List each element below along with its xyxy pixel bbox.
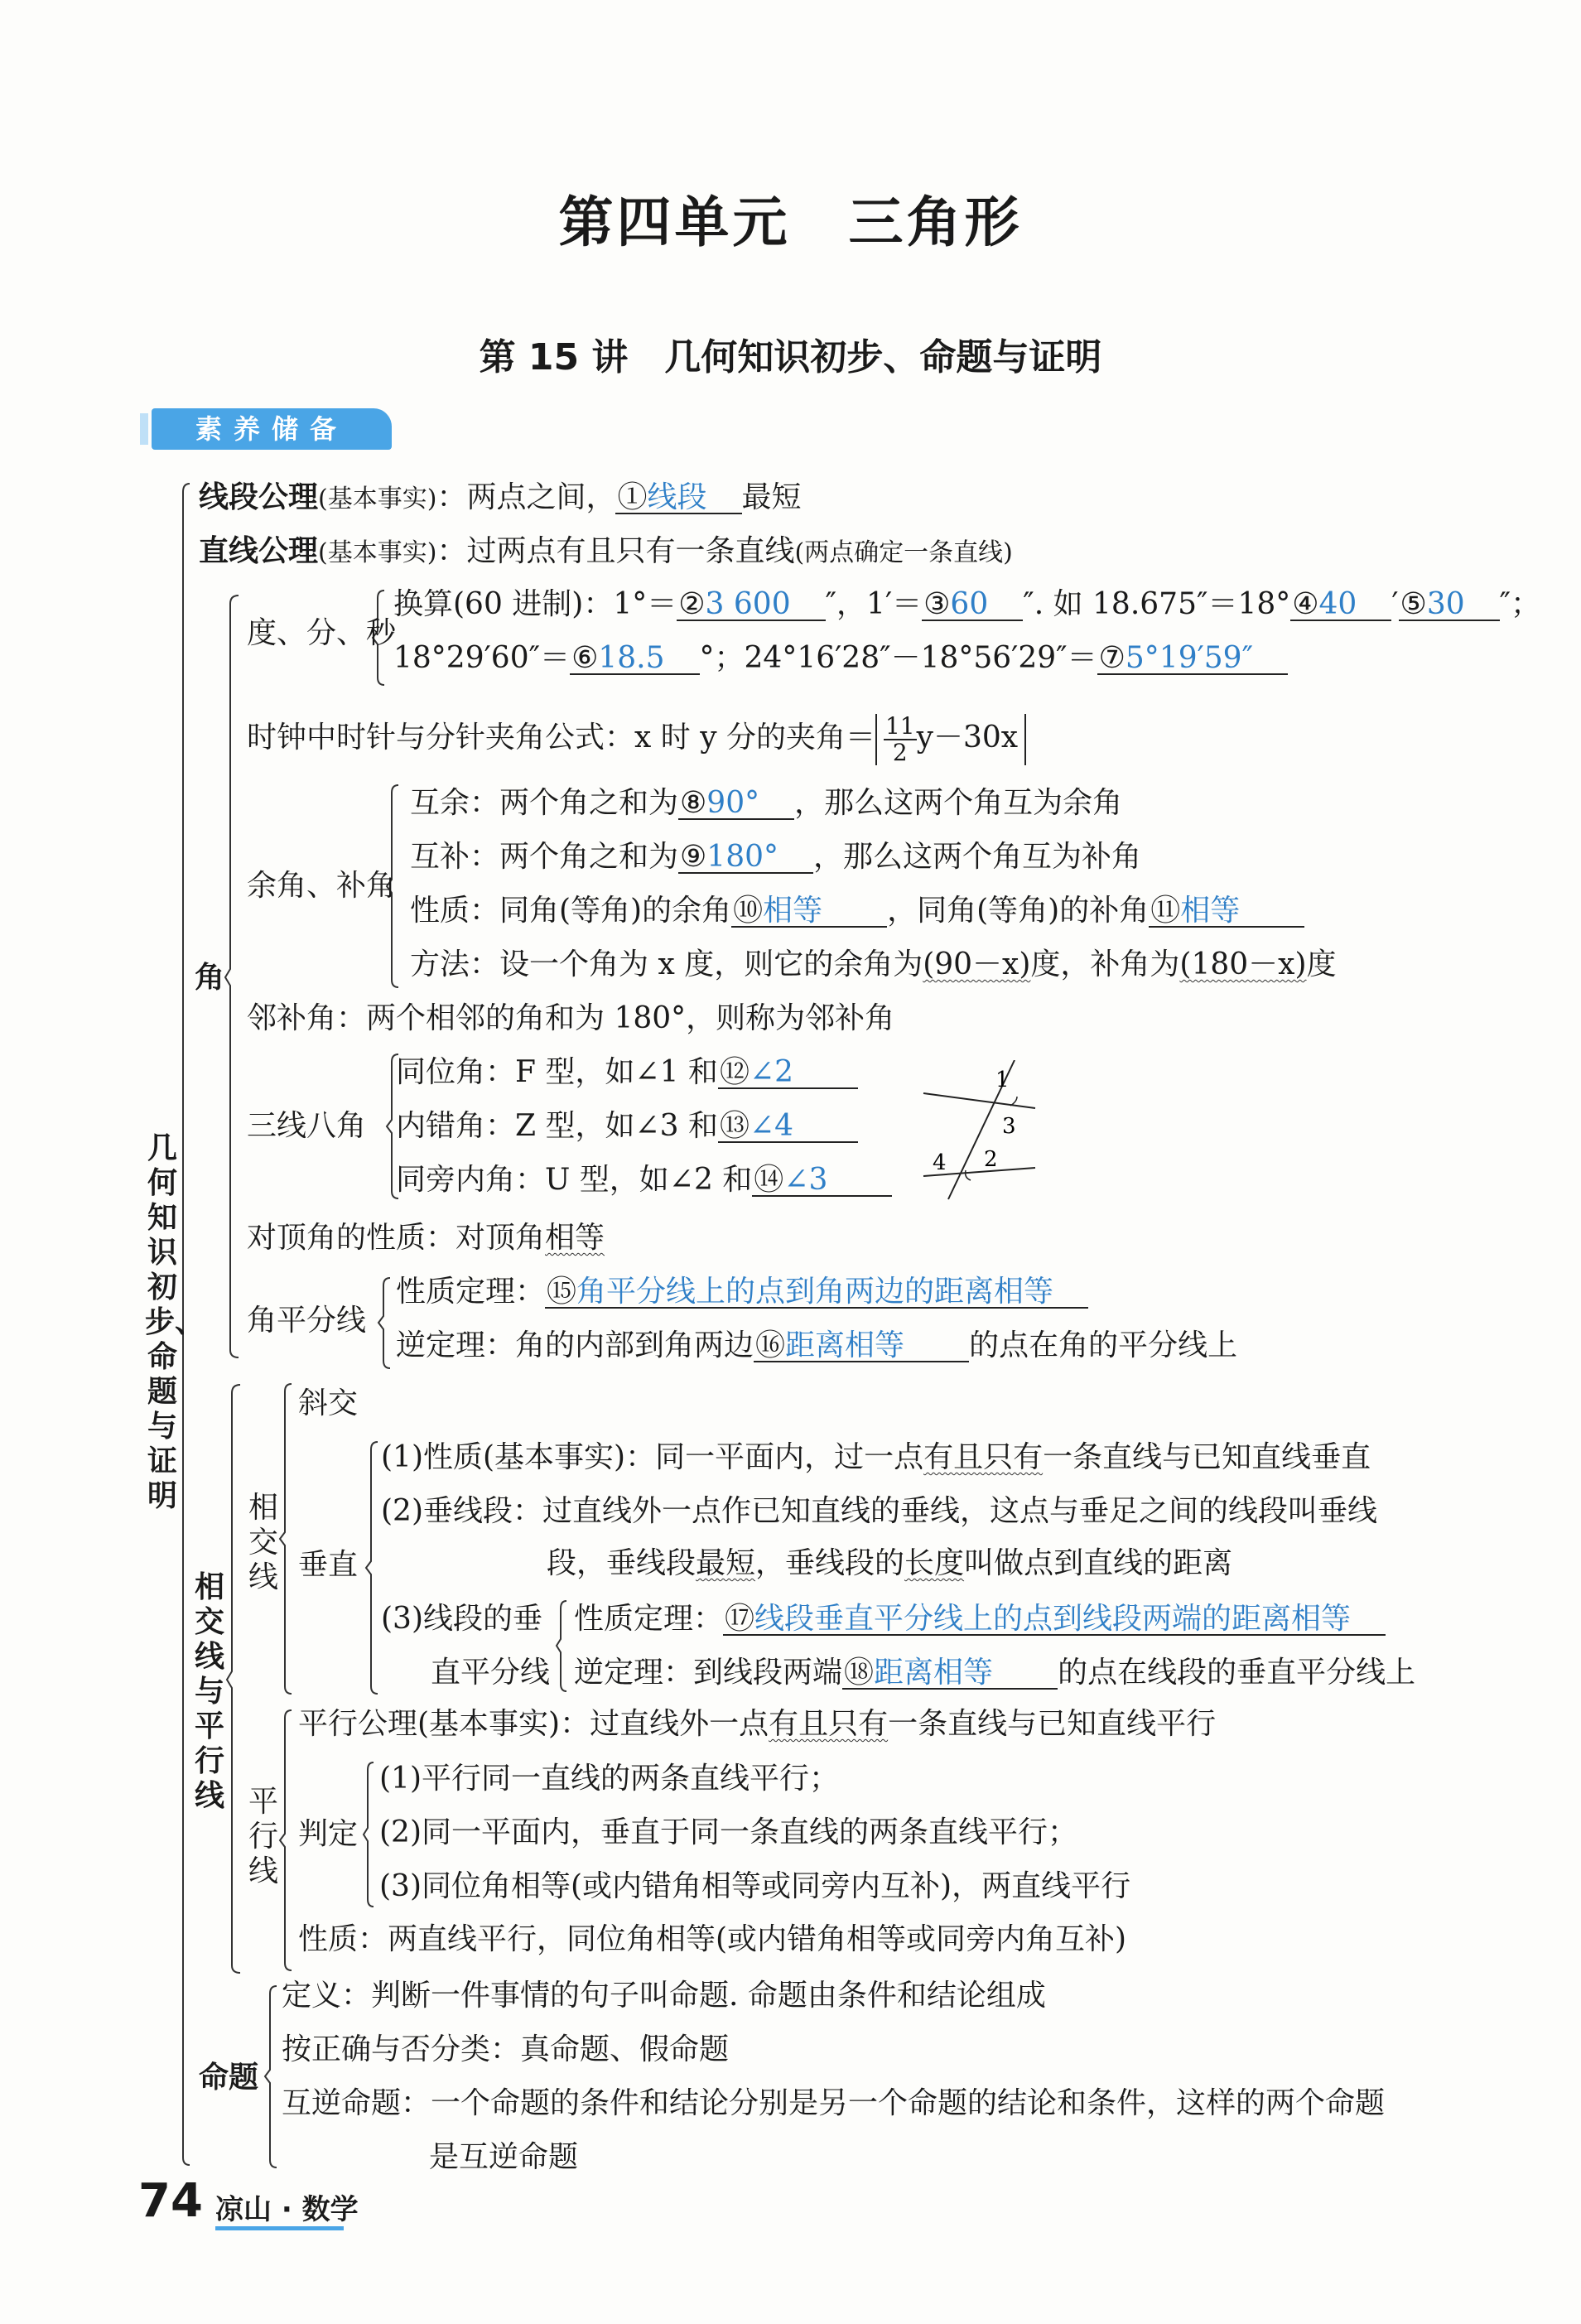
three-lines-1: 同位角：F 型，如∠1 和⑫∠2 <box>396 1056 858 1089</box>
perp-1: (1)性质(基本事实)：同一平面内，过一点有且只有一条直线与已知直线垂直 <box>381 1440 1371 1474</box>
judge-1: (1)平行同一直线的两条直线平行； <box>379 1762 839 1796</box>
perp-bisector-brace <box>555 1598 571 1694</box>
perp-3-line1: 性质定理：⑰线段垂直平分线上的点到线段两端的距离相等 <box>574 1603 1386 1636</box>
judge-label: 判定 <box>298 1817 359 1851</box>
bisector-brace <box>377 1275 395 1371</box>
prop-brace <box>263 1984 282 2170</box>
dms-line2: 18°29′60″＝⑥18.5 °；24°16′28″－18°56′29″＝⑦5°19′59″ <box>393 642 1288 675</box>
angle-brace <box>224 592 243 1362</box>
main-label: 几何知识初步、命题与证明 <box>145 1131 205 1513</box>
three-lines-figure <box>919 1060 1044 1201</box>
bisector-label: 角平分线 <box>247 1304 367 1338</box>
oblique: 斜交 <box>298 1386 359 1420</box>
intersect-label: 相交线 <box>248 1491 278 1594</box>
lesson-title: 第 15 讲 几何知识初步、命题与证明 <box>479 336 1102 378</box>
parallel-axiom: 平行公理(基本事实)：过直线外一点有且只有一条直线与已知直线平行 <box>298 1707 1217 1741</box>
prop-inverse-2: 是互逆命题 <box>429 2140 579 2174</box>
perp-brace <box>364 1439 383 1696</box>
parallel-brace <box>278 1708 296 1973</box>
perp-3-label-a: (3)线段的垂 <box>381 1602 542 1636</box>
parallel-label: 平行线 <box>248 1785 278 1888</box>
perp-label: 垂直 <box>298 1548 359 1582</box>
prop-label: 命题 <box>199 2060 259 2095</box>
unit-title: 第四单元 三角形 <box>558 190 1023 254</box>
perp-3-line2: 逆定理：到线段两端⑱距离相等 的点在线段的垂直平分线上 <box>574 1656 1416 1690</box>
intersect-brace <box>278 1381 296 1696</box>
perp-3-label-b: 直平分线 <box>431 1656 551 1690</box>
dms-line1: 换算(60 进制)：1°＝②3 600 ″，1′＝③60 ″. 如 18.675″＝18°④40 ′⑤30 ″； <box>393 587 1541 621</box>
perp-2b: 段，垂线段最短，垂线段的长度叫做点到直线的距离 <box>547 1546 1233 1580</box>
fig-label-4: 4 <box>933 1150 947 1175</box>
segment-axiom: 线段公理(基本事实)：两点之间，①线段 最短 <box>199 480 802 514</box>
footer-underline <box>215 2226 344 2230</box>
book-title: 凉山 · 数学 <box>215 2193 359 2226</box>
prop-classify: 按正确与否分类：真命题、假命题 <box>282 2032 730 2066</box>
section-badge: 素养储备 <box>152 408 392 450</box>
adjacent-angles: 邻补角：两个相邻的角和为 180°，则称为邻补角 <box>247 1001 895 1035</box>
judge-3: (3)同位角相等(或内错角相等或同旁内互补)，两直线平行 <box>379 1869 1131 1903</box>
three-lines-label: 三线八角 <box>247 1109 367 1143</box>
page-number: 74 <box>138 2174 203 2228</box>
comp-line3: 性质：同角(等角)的余角⑩相等 ，同角(等角)的补角⑪相等 <box>410 894 1304 928</box>
three-lines-2: 内错角：Z 型，如∠3 和⑬∠4 <box>396 1110 858 1143</box>
three-lines-3: 同旁内角：U 型，如∠2 和⑭∠3 <box>396 1164 892 1197</box>
judge-brace <box>362 1760 378 1909</box>
comp-line2: 互补：两个角之和为⑨180° ，那么这两个角互为补角 <box>410 840 1142 874</box>
vertical-angles: 对顶角的性质：对顶角相等 <box>247 1221 605 1255</box>
angle-label: 角 <box>195 960 225 995</box>
fig-label-2: 2 <box>984 1147 998 1172</box>
comp-line4: 方法：设一个角为 x 度，则它的余角为(90－x)度，补角为(180－x)度 <box>410 947 1337 981</box>
parallel-property: 性质：两直线平行，同位角相等(或内错角相等或同旁内角互补) <box>298 1922 1127 1956</box>
comp-line1: 互余：两个角之和为⑧90° ，那么这两个角互为余角 <box>410 786 1123 820</box>
fig-label-1: 1 <box>995 1068 1010 1092</box>
bisector-line2: 逆定理：角的内部到角两边⑯距离相等 的点在角的平分线上 <box>396 1328 1238 1362</box>
judge-2: (2)同一平面内，垂直于同一条直线的两条直线平行； <box>379 1815 1077 1849</box>
line-axiom: 直线公理(基本事实)：过两点有且只有一条直线(两点确定一条直线) <box>199 533 1013 568</box>
bisector-line1: 性质定理：⑮角平分线上的点到角两边的距离相等 <box>396 1275 1088 1309</box>
fig-label-3: 3 <box>1002 1114 1016 1139</box>
dms-label: 度、分、秒 <box>247 616 397 650</box>
prop-def: 定义：判断一件事情的句子叫命题. 命题由条件和结论组成 <box>282 1979 1046 2013</box>
perp-2a: (2)垂线段：过直线外一点作已知直线的垂线，这点与垂足之间的线段叫垂线 <box>381 1494 1377 1528</box>
prop-inverse-1: 互逆命题：一个命题的条件和结论分别是另一个命题的结论和条件，这样的两个命题 <box>282 2086 1386 2120</box>
clock-formula: 时钟中时针与分针夹角公式：x 时 y 分的夹角＝ $\frac{11}{2}$ y－30x <box>247 714 1026 765</box>
comp-label: 余角、补角 <box>247 869 397 903</box>
lines-brace <box>225 1381 245 1978</box>
lines-label: 相交线与平行线 <box>194 1569 224 1813</box>
